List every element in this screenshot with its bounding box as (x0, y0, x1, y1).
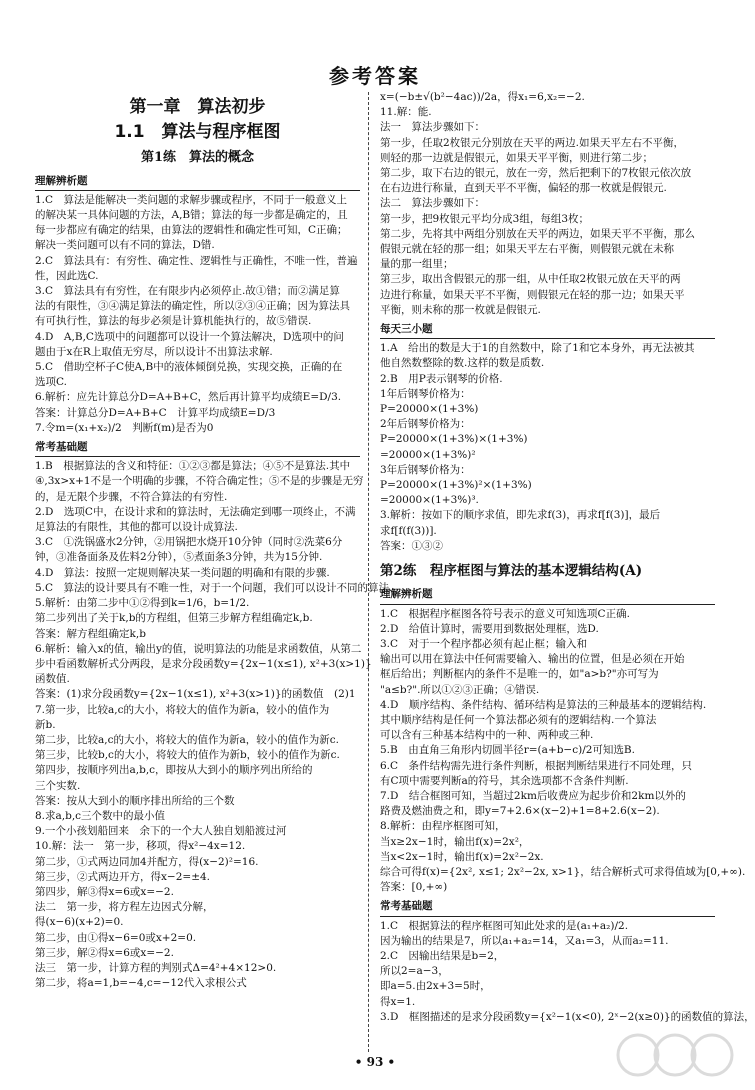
answer-line: 10.解：法一 第一步，移项，得x²−4x=12. (35, 840, 246, 853)
answer-line: 3.D 框图描述的是求分段函数y={x²−1(x<0), 2ˣ−2(x≥0)}的函数值的算法， (380, 1010, 755, 1023)
answer-line: 7.D 结合框图可知，当超过2km后收费应为起步价和2km以外的 (380, 789, 686, 802)
subsection-heading: 理解辨析题 (35, 174, 360, 191)
answer-line: "a≤b?".所以①②③正确；④错误. (380, 683, 540, 696)
answer-line: 的解决某一具体问题的方法，A,B错；算法的每一步都是确定的，且 (35, 209, 348, 222)
answer-line: 第二步，①式两边同加4并配方，得(x−2)²=16. (35, 855, 259, 868)
answer-line: 4.D 算法：按照一定规则解决某一类问题的明确和有限的步骤. (35, 566, 330, 579)
answer-line: 5.C 算法的设计要具有不唯一性，对于一个问题，我们可以设计不同的算法. (35, 581, 393, 594)
answer-line: 钟，③准备面条及佐料2分钟），⑤煮面条3分钟，共为15分钟. (35, 551, 323, 564)
answer-line: P=20000×(1+3%)×(1+3%) (380, 433, 528, 446)
answer-line: 答案：计算总分D=A+B+C 计算平均成绩E=D/3 (35, 406, 276, 419)
answer-line: 性，因此选C. (35, 269, 99, 282)
answer-line: 第二步列出了关于k,b的方程组，但第三步解方程组确定k,b. (35, 612, 313, 625)
answer-line: 第二步，先将其中两组分别放在天平的两边，如果天平不平衡，那么 (380, 227, 695, 240)
answer-line: 即a=5.由2x+3=5时， (380, 980, 491, 993)
answer-line: 足算法的有限性，其他的都可以设计成算法. (35, 521, 238, 534)
answer-line: 答案：(1)求分段函数y={2x−1(x≤1), x²+3(x>1)}的函数值 (2)1 (35, 688, 356, 701)
answer-line: 1.A 给出的数是大于1的自然数中，除了1和它本身外，再无法被其 (380, 342, 695, 355)
left-column (35, 90, 393, 991)
answer-line: 第三步，解②得x=6或x=−2. (35, 946, 174, 959)
answer-line: ④,3x>x+1不是一个明确的步骤，不符合确定性；⑤不是的步骤是无穷 (35, 475, 364, 488)
answer-line: P=20000×(1+3%) (380, 403, 479, 416)
watermark-logo (610, 1030, 740, 1085)
answer-line: 7.令m=(x₁+x₂)/2 判断f(m)是否为0 (35, 421, 214, 434)
answer-line: 在右边进行称量，直到天平不平衡，偏轻的那一枚就是假银元. (380, 182, 667, 195)
answer-line: 法二 第一步，将方程左边因式分解， (35, 901, 214, 914)
answer-line: 法的有限性，③④满足算法的确定性，所以②③④正确；因为算法具 (35, 300, 350, 313)
right-column (380, 90, 755, 1025)
subsection-heading: 理解辨析题 (380, 587, 715, 604)
answer-line: 新b. (35, 718, 56, 731)
answer-line: 第二步，比较a,c的大小，将较大的值作为新a，较小的值作为新c. (35, 733, 339, 746)
lesson-heading: 第2练 程序框图与算法的基本逻辑结构(A) (380, 563, 643, 580)
column-divider (368, 92, 370, 1052)
answer-line: 1.B 根据算法的含义和特征：①②③都是算法；④⑤不是算法.其中 (35, 460, 351, 473)
answer-line: =20000×(1+3%)³. (380, 494, 479, 507)
answer-line: 则轻的那一边就是假银元，如果天平平衡，则进行第二步； (380, 151, 653, 164)
answer-block (380, 607, 746, 896)
answer-line: 法二 算法步骤如下： (380, 197, 485, 210)
page-title: 参考答案 (329, 64, 421, 88)
answer-line: 有可执行性，算法的每步必须是计算机能执行的，故⑤错误. (35, 315, 312, 328)
answer-line: x=(−b±√(b²−4ac))/2a，得x₁=6,x₂=−2. (380, 91, 585, 103)
answer-line: 有C项中需要判断a的符号，其余选项都不含条件判断. (380, 774, 629, 787)
answer-line: 1.C 根据算法的程序框图可知此处求的是(a₁+a₂)/2. (380, 919, 629, 932)
answer-line: 第三步，取出含假银元的那一组，从中任取2枚银元放在天平的两 (380, 273, 681, 286)
answer-line: 答案：按从大到小的顺序排出所给的三个数 (35, 794, 235, 807)
answer-block (380, 90, 715, 318)
answer-line: 框后给出；判断框内的条件不是唯一的，如"a>b?"亦可写为 (380, 668, 659, 681)
answer-line: 他自然数整除的数.这样的数是质数. (380, 357, 545, 370)
answer-line: 4.D 顺序结构、条件结构、循环结构是算法的三种最基本的逻辑结构. (380, 698, 707, 711)
answer-line: 第四步，解③得x=6或x=−2. (35, 885, 174, 898)
answer-line: 路费及燃油费之和，即y=7+2.6×(x−2)+1=8+2.6(x−2). (380, 805, 660, 818)
answer-line: 8.解析：由程序框图可知， (380, 820, 506, 833)
answer-block (35, 193, 360, 436)
answer-line: 第二步，将a=1,b=−4,c=−12代入求根公式 (35, 977, 247, 990)
chapter-heading: 第一章 算法初步 (129, 97, 266, 117)
answer-line: 题由于x在R上取值无穷尽，所以设计不出算法求解. (35, 345, 273, 358)
answer-line: 答案：①③② (380, 539, 443, 552)
answer-line: 4.D A,B,C选项中的问题都可以设计一个算法解决，D选项中的问 (35, 330, 344, 343)
answer-line: 11.解：能. (380, 106, 432, 119)
answer-line: 其中顺序结构是任何一个算法都必须有的逻辑结构.一个算法 (380, 713, 657, 726)
answer-line: 解决一类问题可以有不同的算法，D错. (35, 239, 215, 252)
answer-line: =20000×(1+3%)² (380, 448, 476, 461)
answer-line: 9.一个小孩划船回来 余下的一个大人独自划船渡过河 (35, 825, 287, 838)
answer-line: 第一步，任取2枚银元分别放在天平的两边.如果天平左右不平衡， (380, 136, 685, 149)
answer-line: 5.C 借助空杯子C使A,B中的液体倾倒兑换，实现交换，正确的在 (35, 361, 343, 374)
answer-line: 选项C. (35, 376, 67, 389)
answer-line: 三个实数. (35, 779, 81, 792)
section-heading: 1.1 算法与程序框图 (114, 122, 281, 143)
answer-line: 第四步，按顺序列出a,b,c，即按从大到小的顺序列出所给的 (35, 764, 313, 777)
answer-line: 8.求a,b,c三个数中的最小值 (35, 809, 166, 822)
answer-line: 边进行称量，如果天平不平衡，则假银元在轻的那一边；如果天平 (380, 288, 685, 301)
answer-line: 得(x−6)(x+2)=0. (35, 916, 124, 929)
answer-line: 2.D 给值计算时，需要用到数据处理框，选D. (380, 622, 599, 635)
page-number: • 93 • (354, 1055, 396, 1069)
answer-line: 所以2=a−3， (380, 965, 449, 978)
answer-line: 3.C 算法具有有穷性，在有限步内必须停止.故①错；而②满足算 (35, 285, 340, 298)
answer-line: 第二步，由①得x−6=0或x+2=0. (35, 931, 197, 944)
answer-line: 函数值. (35, 673, 70, 686)
answer-line: 可以含有三种基本结构中的一种、两种或三种. (380, 729, 594, 742)
answer-line: 第二步，取下右边的银元，放在一旁，然后把剩下的7枚银元依次放 (380, 167, 692, 180)
answer-line: 每一步都应有确定的结果，由算法的逻辑性和确定性可知，C正确； (35, 224, 348, 237)
answer-line: P=20000×(1+3%)²×(1+3%) (380, 479, 532, 492)
subsection-heading: 常考基础题 (35, 440, 360, 457)
answer-line: 因为输出的结果是7，所以a₁+a₂=14，又a₁=3，从而a₂=11. (380, 934, 669, 947)
answer-line: 量的那一组里； (380, 258, 454, 271)
answer-line: 3.C ①洗锅盛水2分钟，②用锅把水烧开10分钟（同时②洗菜6分 (35, 536, 343, 549)
answer-line: 2年后钢琴价格为： (380, 418, 471, 431)
answer-line: 第三步，②式两边开方，得x−2=±4. (35, 870, 211, 883)
answer-line: 求f[f(f(3))]. (380, 524, 437, 537)
answer-line: 当x≥2x−1时，输出f(x)=2x²， (380, 835, 530, 848)
answer-line: 第三步，比较b,c的大小，将较大的值作为新b，较小的值作为新c. (35, 749, 340, 762)
answer-block (35, 459, 393, 991)
answer-line: 2.D 选项C中，在设计求和的算法时，无法确定到哪一项终止，不满 (35, 505, 356, 518)
subsection-heading: 常考基础题 (380, 899, 715, 916)
answer-line: 6.解析：应先计算总分D=A+B+C，然后再计算平均成绩E=D/3. (35, 391, 342, 404)
answer-line: 综合可得f(x)={2x², x≤1; 2x²−2x, x>1}，结合解析式可求得值域为[0,+∞). (380, 865, 746, 878)
answer-line: 3.C 对于一个程序都必须有起止框；输入和 (380, 637, 588, 650)
answer-line: 1.C 算法是能解决一类问题的求解步骤或程序，不同于一般意义上 (35, 193, 348, 206)
answer-line: 5.B 由直角三角形内切圆半径r=(a+b−c)/2可知选B. (380, 744, 635, 757)
answer-line: 3年后钢琴价格为： (380, 463, 471, 476)
answer-line: 7.第一步，比较a,c的大小，将较大的值作为新a，较小的值作为 (35, 703, 330, 716)
answer-line: 输出可以用在算法中任何需要输入、输出的位置，但是必须在开始 (380, 653, 685, 666)
answer-line: 假银元就在轻的那一组；如果天平左右平衡，则假银元就在未称 (380, 243, 674, 256)
answer-line: 步中看函数解析式分两段，是求分段函数y={2x−1(x≤1), x²+3(x>1)} (35, 657, 372, 670)
answer-line: 1.C 根据程序框图各符号表示的意义可知选项C正确. (380, 607, 630, 620)
answer-block (380, 341, 715, 554)
answer-line: 5.解析：由第二步中①②得到k=1/6，b=1/2. (35, 597, 250, 610)
answer-line: 2.B 用P表示钢琴的价格. (380, 372, 503, 385)
answer-line: 答案：解方程组确定k,b (35, 627, 146, 640)
answer-line: 当x<2x−1时，输出f(x)=2x²−2x. (380, 850, 544, 863)
answer-line: 2.C 算法具有：有穷性、确定性、逻辑性与正确性，不唯一性，普遍 (35, 254, 358, 267)
answer-line: 6.解析：输入x的值，输出y的值，说明算法的功能是求函数值，从第二 (35, 642, 362, 655)
lesson-heading: 第1练 算法的概念 (140, 150, 255, 166)
answer-line: 答案：[0,+∞) (380, 881, 448, 894)
answer-line: 2.C 因输出结果是b=2， (380, 949, 505, 962)
answer-line: 法三 第一步，计算方程的判别式Δ=4²+4×12>0. (35, 961, 277, 974)
answer-block (380, 919, 755, 1025)
answer-line: 第一步，把9枚银元平均分成3组，每组3枚； (380, 212, 590, 225)
answer-line: 的，是无限个步骤，不符合算法的有穷性. (35, 490, 228, 503)
answer-line: 平衡，则未称的那一枚就是假银元. (380, 303, 541, 316)
answer-line: 1年后钢琴价格为： (380, 387, 471, 400)
answer-line: 6.C 条件结构需先进行条件判断，根据判断结果进行不同处理，只 (380, 759, 693, 772)
subsection-heading: 每天三小题 (380, 322, 715, 339)
answer-line: 得x=1. (380, 995, 416, 1008)
answer-line: 法一 算法步骤如下： (380, 121, 485, 134)
answer-line: 3.解析：按如下的顺序求值，即先求f(3)，再求f[f(3)]，最后 (380, 509, 661, 522)
